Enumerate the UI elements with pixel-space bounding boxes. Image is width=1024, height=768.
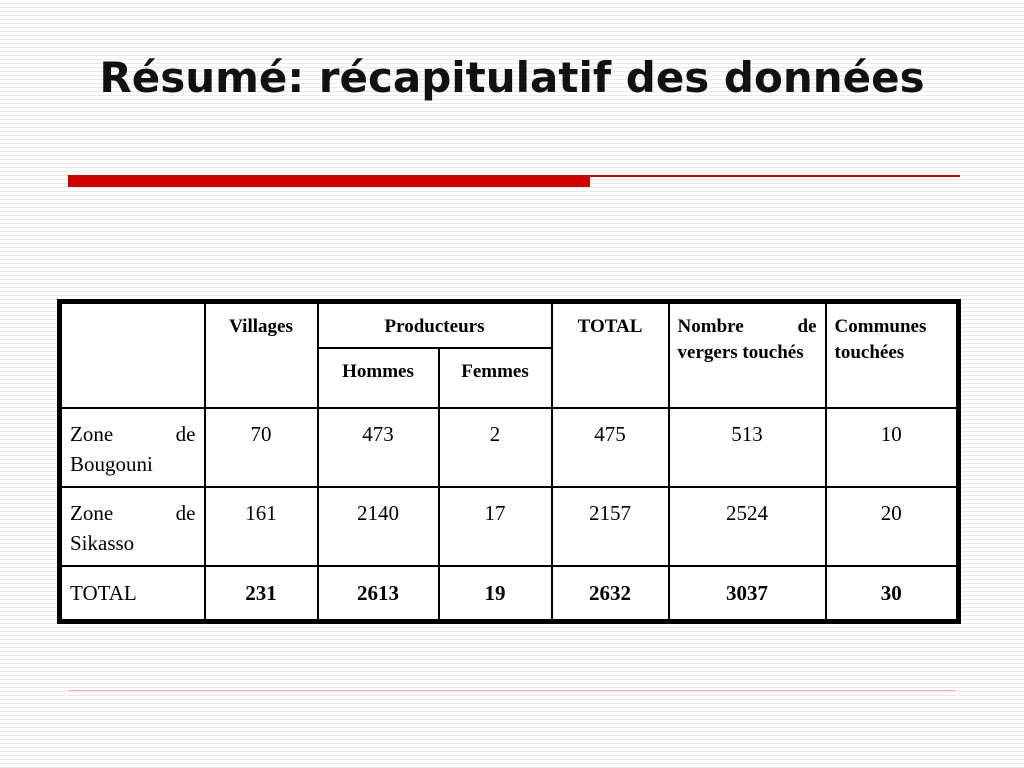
header-producteurs: Producteurs <box>318 302 552 348</box>
cell-femmes: 2 <box>439 408 552 487</box>
header-vergers: Nombre de vergers touchés <box>669 302 826 408</box>
cell-total: 2157 <box>552 487 669 566</box>
header-hommes: Hommes <box>318 348 439 408</box>
cell-vergers: 3037 <box>669 566 826 622</box>
table-header-row <box>60 302 959 348</box>
table-row-bougouni <box>60 408 959 487</box>
cell-villages: 70 <box>205 408 318 487</box>
header-villages: Villages <box>205 302 318 408</box>
cell-hommes: 2140 <box>318 487 439 566</box>
row-label: TOTAL <box>60 566 205 622</box>
header-total: TOTAL <box>552 302 669 408</box>
header-corner-cell <box>60 302 205 408</box>
slide-title: Résumé: récapitulatif des données <box>99 53 925 102</box>
cell-total: 2632 <box>552 566 669 622</box>
cell-communes: 10 <box>826 408 959 487</box>
header-communes: Communes touchées <box>826 302 959 408</box>
header-femmes: Femmes <box>439 348 552 408</box>
cell-vergers: 2524 <box>669 487 826 566</box>
row-label: Zone de Bougouni <box>60 408 205 487</box>
cell-total: 475 <box>552 408 669 487</box>
cell-communes: 20 <box>826 487 959 566</box>
title-underline-thin <box>590 175 960 177</box>
summary-table <box>57 299 961 624</box>
title-underline-thick <box>68 175 590 187</box>
cell-villages: 161 <box>205 487 318 566</box>
cell-vergers: 513 <box>669 408 826 487</box>
cell-femmes: 19 <box>439 566 552 622</box>
cell-villages: 231 <box>205 566 318 622</box>
cell-communes: 30 <box>826 566 959 622</box>
cell-hommes: 473 <box>318 408 439 487</box>
row-label: Zone de Sikasso <box>60 487 205 566</box>
cell-femmes: 17 <box>439 487 552 566</box>
table-row-sikasso <box>60 487 959 566</box>
table-row-total <box>60 566 959 622</box>
cell-hommes: 2613 <box>318 566 439 622</box>
footer-divider <box>68 690 956 691</box>
